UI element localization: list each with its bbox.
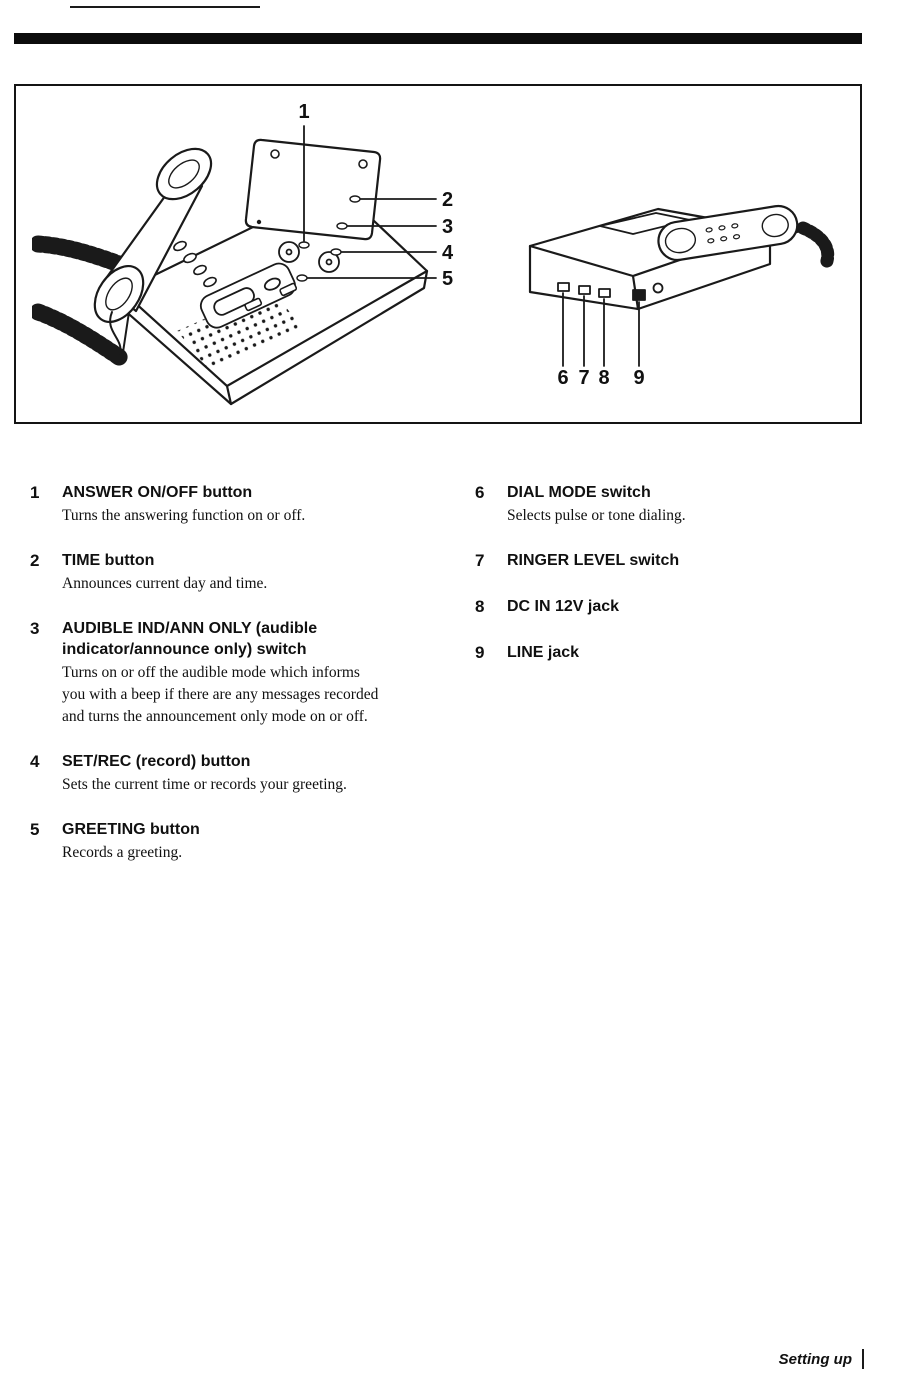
dc-in-jack bbox=[599, 289, 610, 297]
item-number: 8 bbox=[475, 597, 485, 616]
parts-list bbox=[30, 482, 884, 887]
cassette-lid bbox=[246, 140, 380, 239]
item-title: LINE jack bbox=[507, 644, 580, 661]
list-item bbox=[30, 482, 475, 527]
item-title: GREETING button bbox=[62, 821, 200, 838]
list-item bbox=[30, 550, 475, 595]
callout-1: 1 bbox=[298, 101, 310, 123]
item-number: 6 bbox=[475, 483, 485, 502]
line-jack bbox=[633, 290, 645, 300]
list-item bbox=[30, 751, 475, 796]
list-item bbox=[30, 819, 475, 864]
item-description: Turns on or off the audible mode which informs you with a beep if there are any messages recorded and turns the announcement only mode on or off. bbox=[62, 664, 379, 725]
item-number: 7 bbox=[475, 551, 485, 570]
footer-section-title: Setting up bbox=[778, 1350, 852, 1368]
item-title: RINGER LEVEL switch bbox=[507, 552, 680, 569]
item-number: 1 bbox=[30, 483, 40, 502]
callout-4: 4 bbox=[442, 242, 454, 264]
item-description: Turns the answering function on or off. bbox=[62, 507, 306, 524]
callout-3: 3 bbox=[442, 216, 454, 238]
item-title: SET/REC (record) button bbox=[62, 753, 251, 770]
ringer-level-switch bbox=[579, 286, 590, 294]
callout-5: 5 bbox=[442, 268, 454, 290]
item-number: 9 bbox=[475, 643, 485, 662]
item-number: 2 bbox=[30, 551, 40, 570]
page-top-rule bbox=[70, 6, 260, 8]
phone-rear-diagram bbox=[508, 184, 853, 399]
item-title: AUDIBLE IND/ANN ONLY (audible indicator/announce only) switch bbox=[62, 620, 318, 658]
list-item bbox=[475, 482, 884, 527]
list-item bbox=[475, 642, 884, 665]
illustration-box bbox=[14, 84, 862, 424]
dial-mode-switch bbox=[558, 283, 569, 291]
section-divider-bar bbox=[14, 33, 862, 44]
page-footer bbox=[779, 1349, 864, 1369]
list-item bbox=[30, 618, 475, 728]
parts-list-left-column bbox=[30, 482, 475, 887]
callout-9: 9 bbox=[633, 367, 645, 389]
item-description: Selects pulse or tone dialing. bbox=[507, 507, 686, 524]
callout-numbers-rear bbox=[557, 367, 644, 389]
footer-edge-mark bbox=[862, 1349, 864, 1369]
item-number: 5 bbox=[30, 820, 40, 839]
item-title: TIME button bbox=[62, 552, 155, 569]
callout-6: 6 bbox=[557, 367, 569, 389]
item-title: DIAL MODE switch bbox=[507, 484, 651, 501]
item-number: 4 bbox=[30, 752, 40, 771]
list-item bbox=[475, 550, 884, 573]
parts-list-right-column bbox=[475, 482, 884, 887]
item-description: Records a greeting. bbox=[62, 844, 183, 861]
callout-7: 7 bbox=[578, 367, 590, 389]
list-item bbox=[475, 596, 884, 619]
callout-2: 2 bbox=[442, 189, 454, 211]
item-number: 3 bbox=[30, 619, 40, 638]
phone-front-diagram bbox=[32, 96, 472, 411]
item-title: ANSWER ON/OFF button bbox=[62, 484, 253, 501]
item-title: DC IN 12V jack bbox=[507, 598, 620, 615]
callout-8: 8 bbox=[598, 367, 610, 389]
item-description: Sets the current time or records your greeting. bbox=[62, 776, 347, 793]
item-description: Announces current day and time. bbox=[62, 575, 268, 592]
